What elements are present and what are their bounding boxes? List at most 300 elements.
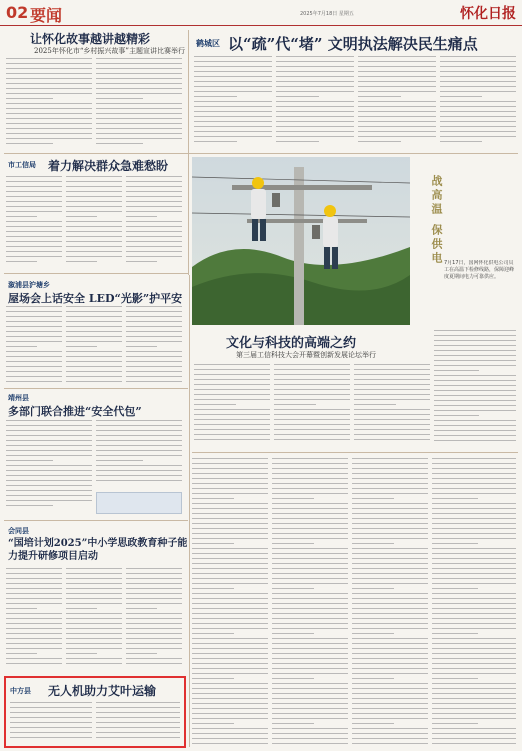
text-line [66, 583, 122, 584]
text-line [358, 121, 436, 122]
text-line [194, 111, 272, 112]
text-line [352, 658, 428, 659]
text-line [272, 733, 348, 734]
text-line [6, 455, 92, 456]
text-line [352, 668, 428, 669]
text-line [96, 737, 180, 738]
text-line [126, 633, 182, 634]
text-line [96, 727, 180, 728]
text-line [194, 101, 272, 102]
text-line [192, 458, 268, 459]
text-line [352, 688, 428, 689]
text-line [352, 573, 428, 574]
text-line [194, 66, 272, 67]
text-line [6, 113, 92, 114]
text-line [194, 126, 272, 127]
text-line [126, 618, 182, 619]
text-line [192, 583, 268, 584]
text-line [126, 251, 182, 252]
text-line [66, 658, 122, 659]
text-line [354, 429, 430, 430]
text-line [194, 364, 270, 365]
text-line [440, 136, 516, 137]
text-line [192, 658, 268, 659]
text-line [66, 618, 122, 619]
text-line [6, 191, 62, 192]
text-line [126, 316, 182, 317]
text-line [6, 306, 62, 307]
text-line [126, 181, 182, 182]
text-line [272, 563, 348, 564]
text-line [96, 88, 182, 89]
text-line [276, 61, 354, 62]
article-title: “国培计划2025”中小学思政教育种子能力提升研修项目启动 [8, 538, 188, 562]
text-line [66, 381, 122, 382]
article-body [126, 568, 182, 670]
text-line [10, 727, 92, 728]
text-line [126, 376, 182, 377]
text-line [352, 633, 394, 634]
text-line [6, 475, 92, 476]
text-line [272, 663, 348, 664]
section-divider [4, 153, 518, 154]
text-line [6, 465, 92, 466]
text-line [192, 618, 268, 619]
text-line [6, 663, 62, 664]
text-line [440, 71, 516, 72]
text-line [66, 653, 97, 654]
text-line [352, 543, 394, 544]
text-line [6, 505, 53, 506]
text-line [6, 356, 62, 357]
text-line [440, 106, 516, 107]
text-line [274, 379, 350, 380]
text-line [192, 568, 268, 569]
text-line [274, 429, 350, 430]
text-line [272, 653, 348, 654]
text-line [434, 350, 516, 351]
text-line [126, 341, 182, 342]
text-line [192, 603, 268, 604]
text-line [192, 563, 268, 564]
text-line [272, 738, 348, 739]
article-subtitle: 2025年怀化市“乡村振兴故事”主题宣讲比赛举行 [34, 47, 185, 55]
text-line [194, 76, 272, 77]
text-line [192, 733, 268, 734]
text-line [276, 101, 354, 102]
text-line [432, 568, 516, 569]
text-line [358, 131, 436, 132]
text-line [66, 336, 122, 337]
article-body [96, 702, 180, 744]
text-line [276, 136, 354, 137]
text-line [194, 71, 272, 72]
text-line [96, 108, 182, 109]
text-line [194, 141, 237, 142]
text-line [352, 728, 428, 729]
text-line [432, 463, 516, 464]
text-line [272, 458, 348, 459]
text-line [434, 330, 516, 331]
text-line [434, 370, 479, 371]
text-line [432, 588, 478, 589]
text-line [192, 633, 234, 634]
text-line [126, 186, 182, 187]
text-line [6, 63, 92, 64]
text-line [192, 738, 268, 739]
text-line [6, 588, 62, 589]
text-line [352, 678, 394, 679]
text-line [6, 256, 62, 257]
text-line [440, 141, 482, 142]
text-line [6, 128, 92, 129]
text-line [440, 131, 516, 132]
text-line [432, 673, 516, 674]
text-line [272, 713, 348, 714]
page-number: 02 [6, 3, 29, 22]
text-line [272, 638, 348, 639]
text-line [192, 713, 268, 714]
text-line [194, 61, 272, 62]
text-line [432, 473, 516, 474]
text-line [432, 488, 516, 489]
text-line [66, 588, 122, 589]
masthead-info: 2025年7月18日 星期五 [300, 11, 354, 17]
article-body [96, 420, 182, 488]
text-line [96, 475, 182, 476]
text-line [66, 306, 122, 307]
text-line [352, 558, 428, 559]
text-line [354, 414, 430, 415]
text-line [192, 683, 268, 684]
text-line [96, 138, 182, 139]
text-line [6, 108, 92, 109]
text-line [66, 211, 122, 212]
text-line [354, 364, 430, 365]
text-line [440, 56, 516, 57]
text-line [192, 668, 268, 669]
text-line [192, 473, 268, 474]
text-line [6, 123, 92, 124]
text-line [432, 538, 516, 539]
text-line [6, 103, 92, 104]
text-line [352, 563, 428, 564]
text-line [276, 116, 354, 117]
text-line [192, 573, 268, 574]
text-line [432, 628, 516, 629]
text-line [6, 93, 92, 94]
text-line [432, 583, 516, 584]
text-line [276, 106, 354, 107]
text-line [352, 538, 428, 539]
article-body [354, 364, 430, 448]
text-line [192, 523, 268, 524]
text-line [96, 73, 182, 74]
text-line [432, 493, 516, 494]
article-body [434, 330, 516, 448]
text-line [6, 633, 62, 634]
text-line [66, 246, 122, 247]
article-body [126, 306, 182, 386]
text-line [276, 56, 354, 57]
text-line [434, 390, 516, 391]
text-line [6, 643, 62, 644]
text-line [354, 369, 430, 370]
text-line [192, 588, 234, 589]
text-line [6, 236, 62, 237]
text-line [192, 538, 268, 539]
text-line [6, 440, 92, 441]
article-title: 以“疏”代“堵” 文明执法解决民生痛点 [228, 35, 478, 53]
text-line [96, 103, 182, 104]
text-line [6, 181, 62, 182]
text-line [6, 618, 62, 619]
text-line [66, 181, 122, 182]
text-line [354, 409, 430, 410]
text-line [272, 543, 314, 544]
text-line [272, 658, 348, 659]
text-line [6, 221, 62, 222]
text-line [96, 440, 182, 441]
article-body [274, 364, 350, 448]
text-line [352, 723, 394, 724]
text-line [432, 643, 516, 644]
text-line [432, 663, 516, 664]
article-tag: 会同县 [8, 527, 29, 535]
text-line [358, 96, 401, 97]
text-line [126, 176, 182, 177]
text-line [352, 713, 428, 714]
text-line [126, 573, 182, 574]
text-line [96, 113, 182, 114]
text-line [274, 369, 350, 370]
text-line [272, 528, 348, 529]
text-line [126, 246, 182, 247]
text-line [6, 321, 62, 322]
text-line [432, 573, 516, 574]
text-line [126, 638, 182, 639]
text-line [272, 488, 348, 489]
text-line [6, 583, 62, 584]
text-line [192, 693, 268, 694]
photo-caption: 7月17日，国网怀化供电公司员工在高温下检修线路，保障迎峰度夏期间电力可靠供应。 [444, 260, 515, 280]
text-line [66, 663, 122, 664]
text-line [6, 490, 92, 491]
text-line [432, 498, 478, 499]
text-line [6, 326, 62, 327]
text-line [126, 306, 182, 307]
text-line [352, 533, 428, 534]
text-line [354, 399, 430, 400]
text-line [352, 498, 394, 499]
text-line [352, 603, 428, 604]
text-line [440, 86, 516, 87]
text-line [6, 138, 92, 139]
text-line [272, 473, 348, 474]
text-line [6, 638, 62, 639]
text-line [126, 206, 182, 207]
text-line [432, 548, 516, 549]
text-line [192, 673, 268, 674]
text-line [126, 351, 182, 352]
text-line [440, 96, 482, 97]
text-line [352, 683, 428, 684]
text-line [66, 356, 122, 357]
text-line [6, 206, 62, 207]
article-body [66, 176, 122, 268]
article-title: 让怀化故事越讲越精彩 [30, 32, 151, 46]
text-line [126, 336, 182, 337]
text-line [434, 395, 516, 396]
newspaper-logo: 怀化日报 [460, 6, 516, 22]
text-line [126, 628, 182, 629]
text-line [358, 76, 436, 77]
text-line [352, 608, 428, 609]
text-line [434, 365, 516, 366]
text-line [272, 633, 314, 634]
text-line [66, 366, 122, 367]
text-line [126, 653, 157, 654]
text-line [272, 648, 348, 649]
text-line [6, 216, 37, 217]
text-line [274, 364, 350, 365]
text-line [432, 558, 516, 559]
text-line [192, 598, 268, 599]
text-line [6, 425, 92, 426]
text-line [96, 143, 143, 144]
text-line [352, 503, 428, 504]
text-line [66, 568, 122, 569]
text-line [192, 608, 268, 609]
article-body [194, 56, 272, 148]
text-line [352, 508, 428, 509]
text-line [126, 346, 157, 347]
text-line [352, 623, 428, 624]
section-divider [192, 452, 518, 453]
text-line [194, 394, 270, 395]
text-line [276, 131, 354, 132]
text-line [352, 708, 428, 709]
text-line [272, 698, 348, 699]
text-line [272, 533, 348, 534]
article-title: 无人机助力艾叶运输 [48, 684, 157, 698]
text-line [194, 369, 270, 370]
text-line [272, 628, 348, 629]
text-line [432, 513, 516, 514]
text-line [6, 251, 62, 252]
text-line [192, 703, 268, 704]
text-line [126, 593, 182, 594]
text-line [434, 345, 516, 346]
text-line [272, 518, 348, 519]
text-line [272, 478, 348, 479]
text-line [96, 118, 182, 119]
text-line [434, 355, 516, 356]
text-line [272, 483, 348, 484]
text-line [66, 638, 122, 639]
text-line [352, 743, 428, 744]
text-line [352, 598, 428, 599]
text-line [192, 698, 268, 699]
text-line [126, 201, 182, 202]
text-line [194, 414, 270, 415]
text-line [6, 608, 37, 609]
text-line [272, 508, 348, 509]
text-line [192, 728, 268, 729]
text-line [432, 468, 516, 469]
text-line [192, 743, 268, 744]
text-line [272, 618, 348, 619]
text-line [276, 111, 354, 112]
text-line [434, 340, 516, 341]
text-line [126, 608, 157, 609]
text-line [96, 420, 182, 421]
text-line [6, 176, 62, 177]
text-line [432, 618, 516, 619]
text-line [440, 61, 516, 62]
text-line [434, 405, 516, 406]
text-line [66, 643, 122, 644]
text-line [66, 231, 122, 232]
text-line [96, 58, 182, 59]
text-line [66, 648, 122, 649]
text-line [440, 101, 516, 102]
text-line [352, 698, 428, 699]
text-line [272, 688, 348, 689]
text-line [6, 450, 92, 451]
text-line [274, 394, 350, 395]
text-line [192, 628, 268, 629]
text-line [272, 568, 348, 569]
text-line [192, 708, 268, 709]
text-line [126, 623, 182, 624]
text-line [126, 648, 182, 649]
text-line [96, 78, 182, 79]
text-line [352, 493, 428, 494]
text-line [66, 346, 97, 347]
text-line [352, 638, 428, 639]
text-line [358, 141, 401, 142]
text-line [432, 693, 516, 694]
text-line [352, 468, 428, 469]
text-line [6, 186, 62, 187]
text-line [6, 480, 92, 481]
text-line [66, 251, 122, 252]
text-line [192, 648, 268, 649]
text-line [352, 588, 394, 589]
text-line [358, 86, 436, 87]
text-line [272, 723, 314, 724]
text-line [432, 708, 516, 709]
text-line [6, 246, 62, 247]
text-line [272, 743, 348, 744]
text-line [66, 241, 122, 242]
text-line [352, 583, 428, 584]
text-line [66, 311, 122, 312]
text-line [66, 573, 122, 574]
promo-banner [96, 492, 182, 514]
text-line [96, 722, 180, 723]
text-line [272, 718, 348, 719]
text-line [194, 404, 236, 405]
text-line [126, 331, 182, 332]
text-line [66, 628, 122, 629]
text-line [194, 86, 272, 87]
text-line [354, 424, 430, 425]
text-line [126, 371, 182, 372]
text-line [194, 409, 270, 410]
text-line [432, 528, 516, 529]
